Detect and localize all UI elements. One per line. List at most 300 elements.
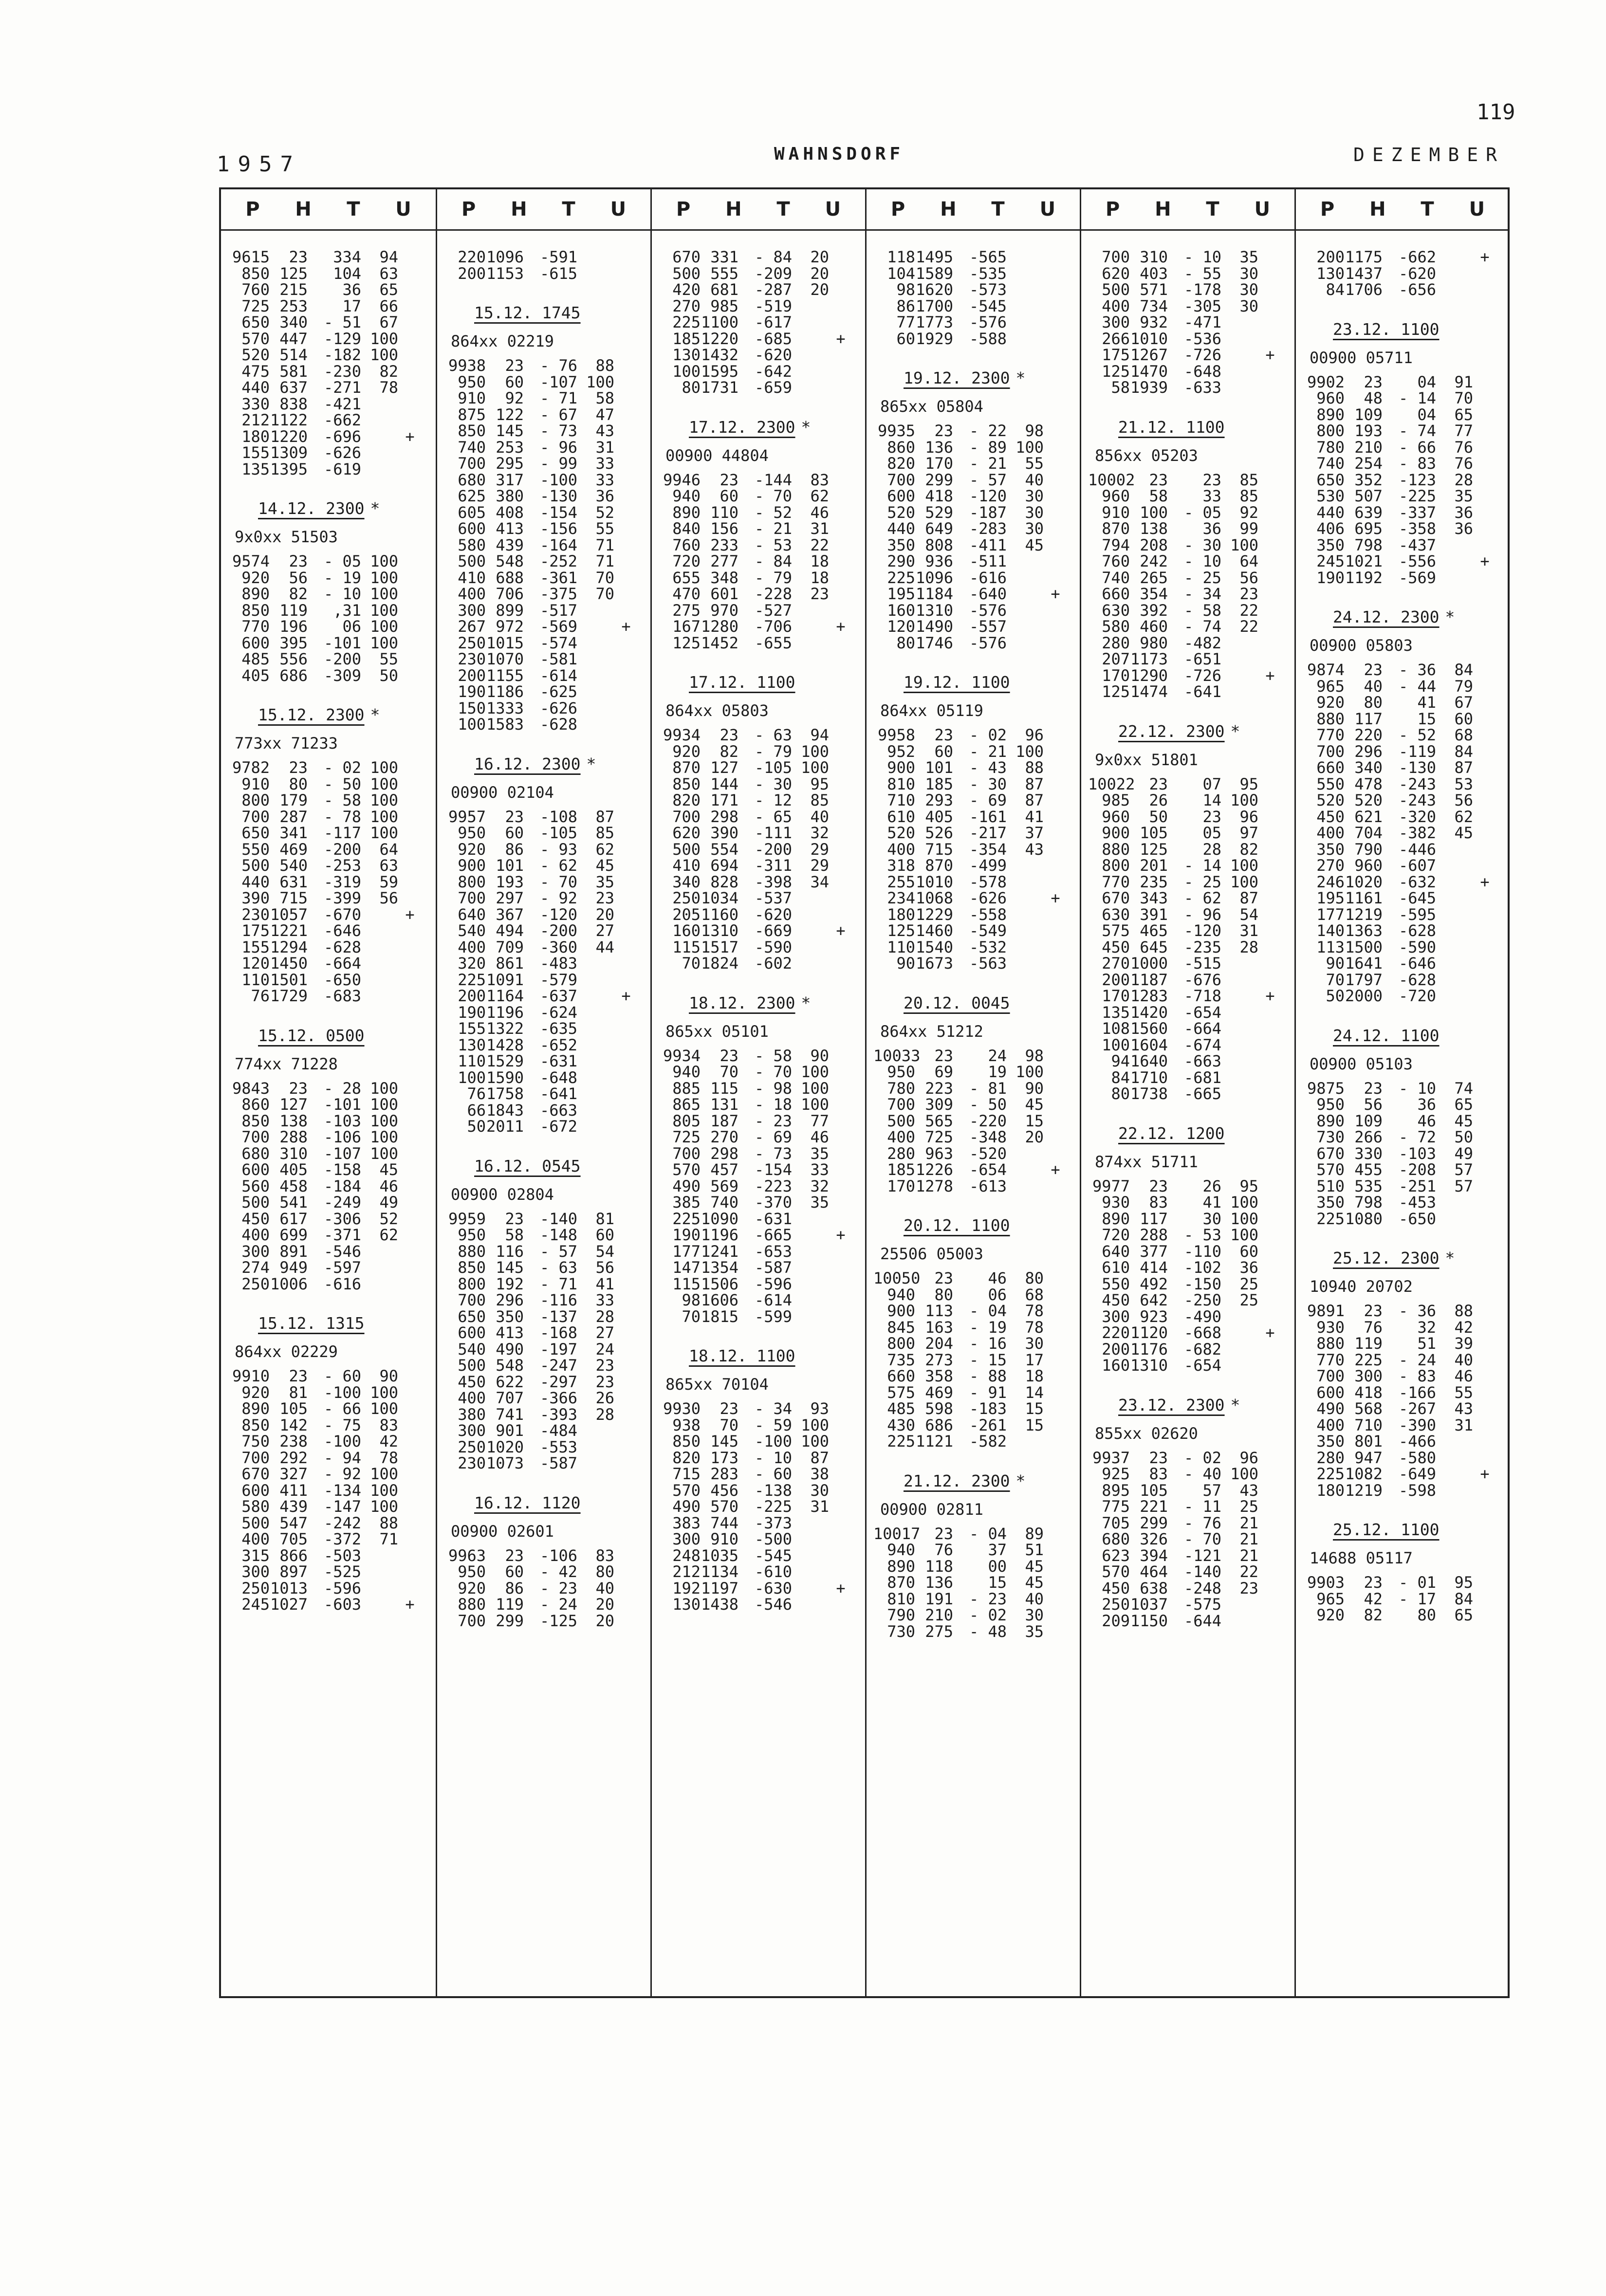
pressure-cell: 780 <box>887 1079 915 1098</box>
flag-cell <box>829 776 852 793</box>
temperature-cell: - 83 <box>1398 1367 1436 1385</box>
pressure-cell: 76 <box>251 987 270 1005</box>
temperature-cell: -390 <box>1398 1415 1436 1434</box>
humidity-cell: 71 <box>595 535 614 554</box>
humidity-cell: 51 <box>1025 1541 1044 1559</box>
pressure-cell: 58 <box>1111 378 1130 397</box>
humidity-cell <box>1007 249 1044 266</box>
pressure-cell: 940 <box>672 1063 701 1081</box>
humidity-cell <box>1221 1021 1258 1037</box>
humidity-cell: 31 <box>810 1497 829 1516</box>
pressure-cell: 900 <box>887 758 915 777</box>
temperature-cell: -527 <box>754 601 792 620</box>
flag-cell <box>1258 923 1282 939</box>
table-row <box>1303 711 1504 728</box>
pressure-cell: 490 <box>672 1176 701 1195</box>
height-cell: 741 <box>496 1405 524 1424</box>
temperature-cell: - 19 <box>969 1318 1007 1337</box>
table-row <box>873 537 1075 554</box>
temperature-cell: - 57 <box>969 470 1007 489</box>
table-row <box>228 298 431 315</box>
height-cell: 1501 <box>270 970 308 989</box>
pressure-cell: 900 <box>1102 824 1130 842</box>
table-row <box>873 456 1075 472</box>
pressure-cell: 90 <box>896 954 915 973</box>
flag-cell <box>1044 553 1067 570</box>
table-row <box>1303 1385 1504 1401</box>
temperature-cell: -596 <box>754 1274 792 1293</box>
height-cell: 23 <box>1149 1176 1168 1195</box>
flag-cell <box>1473 472 1496 489</box>
flag-cell <box>1044 1287 1067 1304</box>
flag-cell <box>398 266 422 282</box>
height-cell: 1560 <box>1130 1019 1168 1038</box>
humidity-cell: 100 <box>1230 1193 1258 1212</box>
height-cell: 105 <box>1140 824 1168 842</box>
pressure-cell: 274 <box>241 1258 270 1277</box>
humidity-cell: 57 <box>1454 1176 1473 1195</box>
humidity-cell <box>1436 537 1473 554</box>
height-cell: 571 <box>1140 280 1168 299</box>
humidity-cell: 100 <box>370 617 398 636</box>
table-row <box>659 760 860 776</box>
table-row <box>873 1146 1075 1162</box>
humidity-cell <box>1221 972 1258 989</box>
flag-cell <box>614 700 638 717</box>
height-cell: 601 <box>710 585 738 603</box>
humidity-cell <box>1221 651 1258 668</box>
height-cell: 298 <box>710 807 738 826</box>
humidity-cell: 100 <box>370 1465 398 1483</box>
table-row <box>444 266 646 282</box>
temperature-cell: -672 <box>539 1117 577 1136</box>
flag-cell: + <box>836 921 846 940</box>
pressure-cell: 207 <box>1102 650 1130 668</box>
humidity-cell: 34 <box>810 872 829 891</box>
temperature-cell: -674 <box>1183 1035 1221 1054</box>
temperature-cell: - 23 <box>539 1579 577 1598</box>
table-row <box>1303 858 1504 874</box>
flag-cell: + <box>1051 1160 1060 1179</box>
temperature-cell: -626 <box>323 443 361 462</box>
flag-cell <box>1473 570 1496 587</box>
temperature-cell: -632 <box>1398 872 1436 891</box>
temperature-cell: -535 <box>969 264 1007 283</box>
pressure-cell: 100 <box>672 362 701 381</box>
height-cell: 1500 <box>1345 937 1383 956</box>
humidity-cell: 20 <box>810 248 829 266</box>
height-cell: 828 <box>710 872 738 891</box>
flag-cell <box>614 890 638 907</box>
temperature-cell: -371 <box>323 1226 361 1244</box>
temperature-cell: -372 <box>323 1530 361 1548</box>
humidity-cell: 100 <box>1015 742 1044 761</box>
height-cell: 798 <box>1354 535 1383 554</box>
humidity-cell <box>792 939 829 956</box>
pressure-cell: 125 <box>887 921 915 940</box>
flag-cell <box>614 488 638 505</box>
humidity-cell: 77 <box>1454 422 1473 440</box>
sounding-date-time: 21.12. 2300 <box>904 1471 1010 1490</box>
humidity-cell <box>1436 858 1473 874</box>
pressure-cell: 760 <box>1102 552 1130 570</box>
flag-cell <box>614 1564 638 1580</box>
table-row <box>1088 1276 1290 1293</box>
temperature-cell: -411 <box>969 535 1007 554</box>
pressure-cell: 300 <box>241 1562 270 1581</box>
temperature-cell: -354 <box>969 840 1007 859</box>
pressure-cell: 245 <box>1316 552 1345 570</box>
temperature-cell: 334 <box>333 248 361 266</box>
table-row <box>659 1515 860 1532</box>
table-row <box>659 1580 860 1597</box>
table-row <box>873 1591 1075 1608</box>
pressure-cell: 845 <box>887 1318 915 1337</box>
humidity-cell <box>361 396 398 413</box>
table-row <box>659 570 860 587</box>
pressure-cell: 670 <box>1102 889 1130 907</box>
humidity-cell <box>792 347 829 364</box>
pressure-cell: 9934 <box>663 726 701 744</box>
pressure-cell: 115 <box>672 937 701 956</box>
table-row <box>873 727 1075 744</box>
temperature-cell: -375 <box>539 585 577 603</box>
pressure-cell: 530 <box>1316 487 1345 505</box>
humidity-cell: 30 <box>1025 1606 1044 1624</box>
pressure-cell: 350 <box>1316 1193 1345 1212</box>
table-row <box>1303 1129 1504 1146</box>
flag-cell <box>398 331 422 348</box>
temperature-cell: -545 <box>754 1546 792 1565</box>
height-cell: 220 <box>1354 726 1383 744</box>
table-row <box>444 1325 646 1341</box>
temperature-cell: -588 <box>969 329 1007 348</box>
humidity-cell: 93 <box>810 1399 829 1418</box>
humidity-cell: 71 <box>595 552 614 570</box>
humidity-cell: 60 <box>1454 709 1473 728</box>
height-cell: 83 <box>1149 1465 1168 1483</box>
flag-cell <box>398 1433 422 1450</box>
table-row <box>1088 1358 1290 1374</box>
table-row <box>1088 651 1290 668</box>
pressure-cell: 910 <box>241 774 270 793</box>
pressure-cell: 570 <box>672 1160 701 1179</box>
height-cell: 310 <box>1140 248 1168 266</box>
height-cell: 548 <box>496 552 524 570</box>
temperature-cell: -471 <box>1183 313 1221 331</box>
table-row <box>1088 907 1290 923</box>
flag-cell <box>614 955 638 972</box>
pressure-cell: 850 <box>458 422 486 440</box>
flag-cell <box>1258 874 1282 891</box>
pressure-cell: 730 <box>1316 1128 1345 1146</box>
humidity-cell: 67 <box>1454 693 1473 712</box>
flag-cell <box>398 792 422 809</box>
temperature-cell: -137 <box>539 1307 577 1326</box>
temperature-cell: -648 <box>1183 362 1221 381</box>
temperature-cell: -635 <box>539 1019 577 1038</box>
height-cell: 1020 <box>486 1437 524 1456</box>
table-row <box>1303 570 1504 587</box>
sounding-date-time: 23.12. 2300 <box>1118 1395 1225 1414</box>
table-row <box>444 988 646 1005</box>
table-row <box>659 1548 860 1564</box>
pressure-cell: 485 <box>241 650 270 668</box>
height-cell: 340 <box>279 313 308 331</box>
flag-cell <box>1258 842 1282 858</box>
table-row <box>659 364 860 380</box>
humidity-cell: 82 <box>1239 840 1258 859</box>
sounding-code: 00900 05803 <box>1310 636 1413 655</box>
flag-cell <box>829 744 852 760</box>
table-row <box>1088 1450 1290 1467</box>
humidity-cell: 85 <box>1239 487 1258 505</box>
humidity-cell <box>1436 923 1473 939</box>
sounding-code: 855xx 02620 <box>1095 1424 1198 1443</box>
temperature-cell: -119 <box>1398 742 1436 761</box>
table-row <box>873 440 1075 456</box>
temperature-cell: 06 <box>988 1285 1007 1304</box>
humidity-cell <box>792 1211 829 1228</box>
table-row <box>228 603 431 619</box>
humidity-cell <box>792 1227 829 1244</box>
humidity-cell: 63 <box>379 264 398 283</box>
height-cell: 287 <box>279 807 308 826</box>
flag-cell: + <box>405 905 415 924</box>
pressure-cell: 500 <box>458 1356 486 1375</box>
height-cell: 460 <box>1140 617 1168 636</box>
temperature-cell: -100 <box>323 1383 361 1402</box>
pressure-cell: 560 <box>241 1176 270 1195</box>
temperature-cell: -311 <box>754 856 792 875</box>
height-cell: 418 <box>925 487 953 505</box>
humidity-cell: 30 <box>1025 503 1044 522</box>
table-row <box>228 988 431 1005</box>
table-row <box>444 809 646 826</box>
humidity-cell: 50 <box>1454 1128 1473 1146</box>
humidity-cell <box>577 266 614 282</box>
pressure-cell: 870 <box>887 1573 915 1592</box>
pressure-cell: 700 <box>241 1128 270 1146</box>
table-row <box>1088 1613 1290 1630</box>
flag-cell <box>1044 760 1067 776</box>
height-cell: 490 <box>496 1340 524 1359</box>
temperature-cell: - 19 <box>323 568 361 587</box>
height-cell: 86 <box>505 840 524 859</box>
table-row <box>228 1129 431 1146</box>
table-row <box>1303 1417 1504 1434</box>
temperature-cell: -370 <box>754 1193 792 1212</box>
table-row <box>1088 890 1290 907</box>
flag-cell <box>1258 1178 1282 1195</box>
temperature-cell: - 94 <box>323 1448 361 1467</box>
temperature-cell: 32 <box>1417 1318 1436 1337</box>
table-row <box>873 1303 1075 1320</box>
height-cell: 555 <box>710 264 738 283</box>
flag-cell: + <box>1480 1465 1490 1483</box>
flag-cell <box>829 537 852 554</box>
pressure-cell: 209 <box>1102 1611 1130 1630</box>
height-cell: 23 <box>505 807 524 826</box>
height-cell: 23 <box>720 1046 738 1065</box>
humidity-cell <box>792 1597 829 1613</box>
pressure-cell: 10017 <box>873 1524 921 1543</box>
table-column <box>650 189 865 1996</box>
temperature-cell: 37 <box>988 1541 1007 1559</box>
pressure-cell: 575 <box>1102 921 1130 940</box>
table-row <box>1088 1211 1290 1228</box>
flag-cell <box>1258 282 1282 298</box>
height-cell: 56 <box>1364 1095 1383 1114</box>
table-row <box>659 1309 860 1325</box>
table-column <box>436 189 650 1996</box>
pressure-cell: 890 <box>1102 1209 1130 1228</box>
humidity-cell: 54 <box>1239 905 1258 924</box>
humidity-cell: 59 <box>379 872 398 891</box>
flag-cell <box>398 635 422 652</box>
humidity-cell <box>792 1548 829 1564</box>
flag-cell <box>398 1417 422 1434</box>
flag-cell <box>1258 1613 1282 1630</box>
height-cell: 1080 <box>1345 1209 1383 1228</box>
sounding-heading <box>228 700 431 730</box>
height-cell: 283 <box>710 1465 738 1483</box>
humidity-cell: 100 <box>370 585 398 603</box>
pressure-cell: 880 <box>1102 840 1130 859</box>
flag-cell <box>614 907 638 923</box>
temperature-cell: -670 <box>323 905 361 924</box>
table-row <box>1303 744 1504 760</box>
table-row <box>873 266 1075 282</box>
temperature-cell: -500 <box>754 1530 792 1548</box>
table-row <box>1303 1466 1504 1483</box>
humidity-cell: 27 <box>595 921 614 940</box>
humidity-cell <box>1007 282 1044 298</box>
table-row <box>228 347 431 364</box>
height-cell: 1187 <box>1130 970 1168 989</box>
humidity-cell <box>1436 907 1473 923</box>
temperature-cell: - 81 <box>969 1079 1007 1098</box>
humidity-cell: 84 <box>1454 1589 1473 1608</box>
pressure-cell: 190 <box>672 1226 701 1244</box>
height-cell: 81 <box>289 1383 308 1402</box>
humidity-cell <box>792 1244 829 1260</box>
temperature-cell: -620 <box>1398 264 1436 283</box>
pressure-cell: 625 <box>458 487 486 505</box>
height-cell: 638 <box>1140 1579 1168 1598</box>
temperature-cell: -576 <box>969 601 1007 620</box>
humidity-cell: 94 <box>810 726 829 744</box>
pressure-cell: 10022 <box>1088 774 1135 793</box>
flag-cell <box>829 1097 852 1113</box>
temperature-cell: - 50 <box>969 1095 1007 1114</box>
table-row <box>444 858 646 874</box>
humidity-cell: 81 <box>595 1209 614 1228</box>
humidity-cell: 100 <box>1230 872 1258 891</box>
height-cell: 192 <box>496 1274 524 1293</box>
height-cell: 275 <box>925 1622 953 1641</box>
pressure-cell: 735 <box>887 1350 915 1369</box>
temperature-cell: -726 <box>1183 666 1221 685</box>
flag-cell <box>614 1260 638 1276</box>
column-label: U <box>1469 198 1485 220</box>
flag-cell <box>1473 662 1496 679</box>
humidity-cell <box>1221 1341 1258 1358</box>
pressure-cell: 700 <box>672 807 701 826</box>
sounding-code: 865xx 05804 <box>880 397 983 416</box>
sounding-heading <box>873 364 1075 393</box>
pressure-cell: 195 <box>887 585 915 603</box>
pressure-cell: 580 <box>1102 617 1130 636</box>
humidity-cell <box>1221 314 1258 331</box>
pressure-cell: 212 <box>672 1562 701 1581</box>
height-cell: 2000 <box>1345 987 1383 1005</box>
humidity-cell: 44 <box>595 937 614 956</box>
temperature-cell: -655 <box>754 633 792 652</box>
flag-cell <box>829 505 852 521</box>
height-cell: 1843 <box>486 1101 524 1120</box>
pressure-cell: 640 <box>458 905 486 924</box>
flag-cell <box>398 825 422 842</box>
table-row <box>1303 1320 1504 1336</box>
temperature-cell: -614 <box>754 1291 792 1309</box>
pressure-cell: 620 <box>672 824 701 842</box>
temperature-cell: -620 <box>754 346 792 364</box>
table-row <box>228 890 431 907</box>
pressure-cell: 700 <box>1316 742 1345 761</box>
table-row <box>228 461 431 478</box>
table-row <box>873 314 1075 331</box>
table-row <box>228 1081 431 1097</box>
temperature-cell: - 23 <box>754 1111 792 1130</box>
temperature-cell: -628 <box>539 715 577 734</box>
pressure-cell: 135 <box>241 459 270 478</box>
flag-cell <box>1473 1417 1496 1434</box>
table-row <box>444 1374 646 1391</box>
height-cell: 1160 <box>701 905 738 924</box>
temperature-cell: -614 <box>539 666 577 685</box>
pressure-cell: 385 <box>672 1193 701 1212</box>
humidity-cell: 31 <box>1454 1415 1473 1434</box>
humidity-cell: 33 <box>595 454 614 473</box>
flag-cell <box>1258 249 1282 266</box>
pressure-cell: 500 <box>241 1513 270 1532</box>
pressure-cell: 920 <box>1316 1606 1345 1624</box>
humidity-cell <box>1436 972 1473 989</box>
flag-cell <box>398 1548 422 1564</box>
humidity-cell: 28 <box>595 1405 614 1424</box>
sounding-date-time: 15.12. 0500 <box>258 1026 365 1045</box>
temperature-cell: -168 <box>539 1323 577 1342</box>
temperature-cell: 04 <box>1417 405 1436 424</box>
table-row <box>444 1086 646 1102</box>
pressure-cell: 938 <box>672 1415 701 1434</box>
pressure-cell: 250 <box>458 633 486 652</box>
height-cell: 179 <box>279 791 308 809</box>
flag-cell <box>1473 1368 1496 1385</box>
flag-cell <box>1044 842 1067 858</box>
temperature-cell: -665 <box>754 1226 792 1244</box>
temperature-cell: - 69 <box>754 1128 792 1146</box>
table-row <box>228 668 431 684</box>
humidity-cell <box>361 1244 398 1260</box>
pressure-cell: 700 <box>887 1095 915 1114</box>
table-row <box>659 1227 860 1244</box>
table-row <box>228 1178 431 1195</box>
pressure-cell: 940 <box>887 1285 915 1304</box>
table-row <box>228 923 431 939</box>
table-row <box>1088 1227 1290 1244</box>
